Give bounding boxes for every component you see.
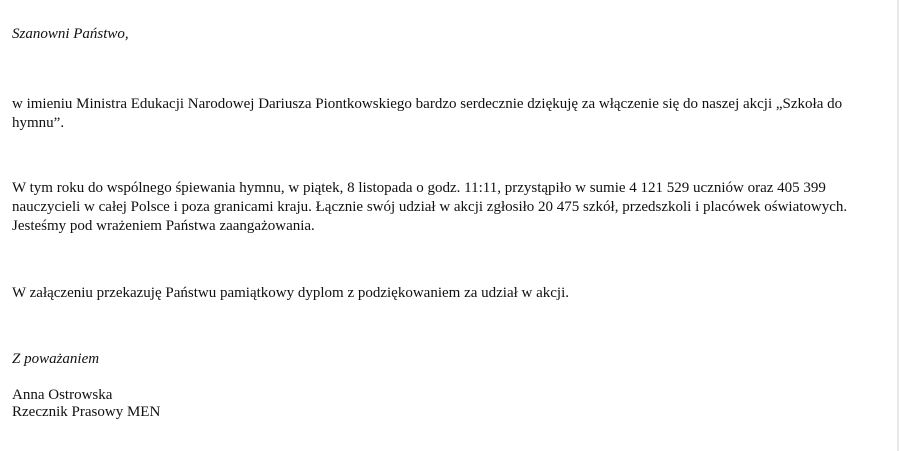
- signature-title: Rzecznik Prasowy MEN: [12, 404, 161, 420]
- salutation: Szanowni Państwo,: [12, 26, 129, 42]
- closing: Z poważaniem: [12, 351, 100, 367]
- letter-body: [12, 0, 890, 451]
- paragraph-thanks: w imieniu Ministra Edukacji Narodowej Dariusza Piontkowskiego bardzo serdecznie dziękuję za włączenie się do naszej akcji „Szkoła do hymnu”.: [12, 96, 843, 131]
- paragraph-statistics: W tym roku do wspólnego śpiewania hymnu, w piątek, 8 listopada o godz. 11:11, przystąpiło w sumie 4 121 529 uczniów oraz 405 399 nauczycieli w całej Polsce i poza granicami kraju. Łącznie swój udział w akcji zgłosiło 20 475 szkół, przedszkoli i placówek oświatowych. Jesteśmy pod wrażeniem Państwa zaangażowania.: [12, 180, 848, 234]
- paragraph-attachment: W załączeniu przekazuję Państwu pamiątkowy dyplom z podziękowaniem za udział w akcji.: [12, 285, 570, 301]
- signature-name: Anna Ostrowska: [12, 387, 113, 403]
